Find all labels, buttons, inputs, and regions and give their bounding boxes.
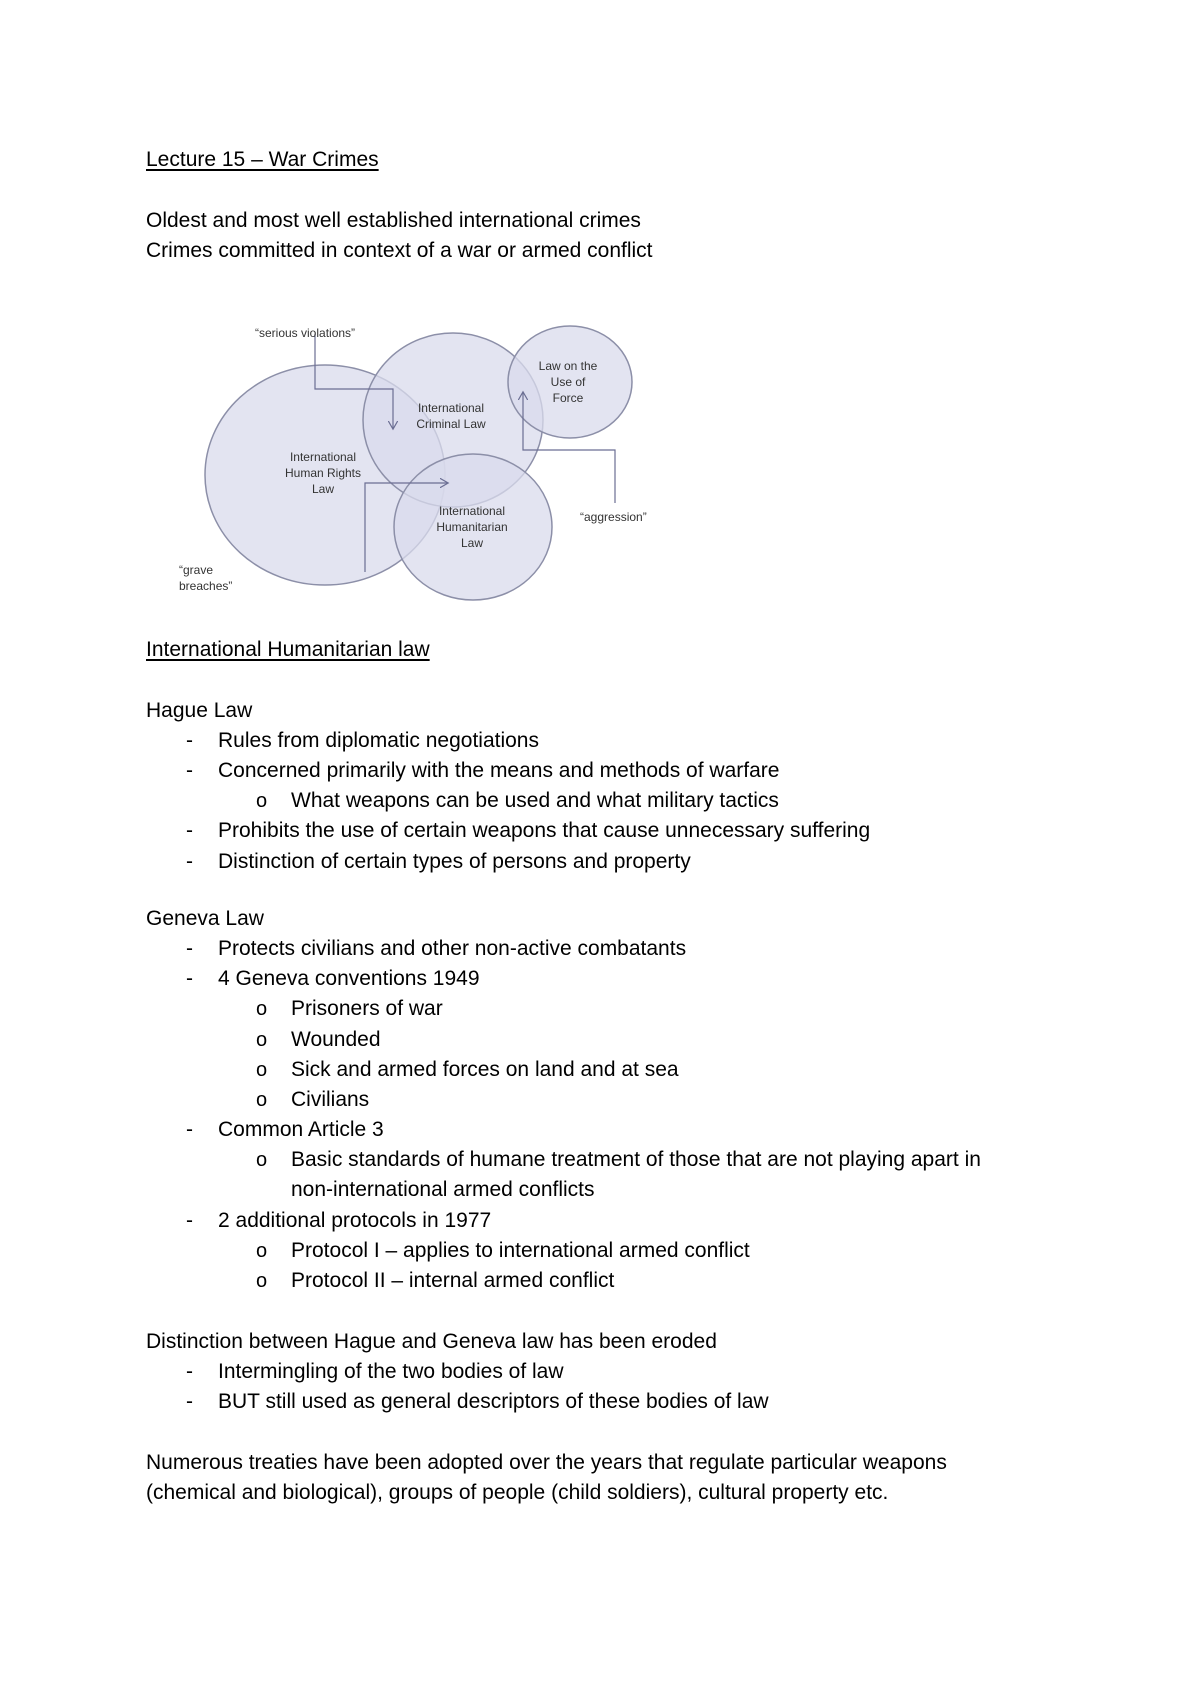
list-item: Distinction of certain types of persons and property <box>218 850 691 873</box>
bullet-dash: - <box>186 1390 193 1413</box>
list-item: Protects civilians and other non-active combatants <box>218 937 687 960</box>
bullet-circle: o <box>256 790 268 812</box>
closing-paragraph-line: Numerous treaties have been adopted over the years that regulate particular weapons <box>146 1451 947 1474</box>
force-label: Law on the <box>538 359 598 373</box>
intro-line: Oldest and most well established international crimes <box>146 209 641 232</box>
bullet-dash: - <box>186 1209 193 1232</box>
bullet-dash: - <box>186 759 193 782</box>
force-label: Force <box>552 391 584 405</box>
ihrl-label: Law <box>311 482 335 496</box>
aggression-label: “aggression” <box>580 510 647 524</box>
list-subitem: Protocol II – internal armed conflict <box>291 1269 615 1292</box>
ihl-label: Law <box>460 536 484 550</box>
distinction-heading: Distinction between Hague and Geneva law has been eroded <box>146 1330 717 1353</box>
bullet-dash: - <box>186 819 193 842</box>
force-label: Use of <box>550 375 586 389</box>
serious-violations-label: “serious violations” <box>255 326 356 340</box>
list-subitem: Prisoners of war <box>291 997 443 1020</box>
bullet-circle: o <box>256 998 268 1020</box>
intro-line: Crimes committed in context of a war or armed conflict <box>146 239 653 262</box>
list-subitem: Civilians <box>291 1088 370 1111</box>
ihl-label: International <box>438 504 506 518</box>
bullet-circle: o <box>256 1240 268 1262</box>
list-subitem: Protocol I – applies to international armed conflict <box>291 1239 750 1262</box>
geneva-heading: Geneva Law <box>146 907 264 930</box>
ihl-label: Humanitarian <box>436 520 508 534</box>
list-subitem: Basic standards of humane treatment of those that are not playing apart in <box>291 1148 981 1171</box>
bullet-circle: o <box>256 1029 268 1051</box>
bullet-dash: - <box>186 729 193 752</box>
list-item: Concerned primarily with the means and methods of warfare <box>218 759 780 782</box>
bullet-dash: - <box>186 937 193 960</box>
page-title: Lecture 15 – War Crimes <box>146 148 379 171</box>
list-item: BUT still used as general descriptors of these bodies of law <box>218 1390 769 1413</box>
list-item: Intermingling of the two bodies of law <box>218 1360 564 1383</box>
ihrl-label: International <box>289 450 357 464</box>
icl-label: Criminal Law <box>416 417 486 431</box>
bullet-circle: o <box>256 1089 268 1111</box>
law-overlap-diagram <box>175 310 675 610</box>
closing-paragraph-line: (chemical and biological), groups of people (child soldiers), cultural property etc. <box>146 1481 889 1504</box>
bullet-circle: o <box>256 1059 268 1081</box>
list-subitem: Sick and armed forces on land and at sea <box>291 1058 679 1081</box>
section-heading: International Humanitarian law <box>146 638 430 661</box>
list-item: 2 additional protocols in 1977 <box>218 1209 492 1232</box>
icl-label: International <box>417 401 485 415</box>
list-item: 4 Geneva conventions 1949 <box>218 967 480 990</box>
bullet-dash: - <box>186 1360 193 1383</box>
list-subitem: Wounded <box>291 1028 381 1051</box>
ihrl-label: Human Rights <box>284 466 362 480</box>
bullet-circle: o <box>256 1270 268 1292</box>
list-subitem-continuation: non-international armed conflicts <box>291 1178 595 1201</box>
bullet-circle: o <box>256 1149 268 1171</box>
bullet-dash: - <box>186 850 193 873</box>
list-item: Common Article 3 <box>218 1118 384 1141</box>
list-item: Prohibits the use of certain weapons that cause unnecessary suffering <box>218 819 871 842</box>
grave-breaches-label: breaches” <box>179 579 233 593</box>
list-subitem: What weapons can be used and what military tactics <box>291 789 779 812</box>
list-item: Rules from diplomatic negotiations <box>218 729 539 752</box>
bullet-dash: - <box>186 967 193 990</box>
bullet-dash: - <box>186 1118 193 1141</box>
grave-breaches-label: “grave <box>179 563 214 577</box>
hague-heading: Hague Law <box>146 699 253 722</box>
